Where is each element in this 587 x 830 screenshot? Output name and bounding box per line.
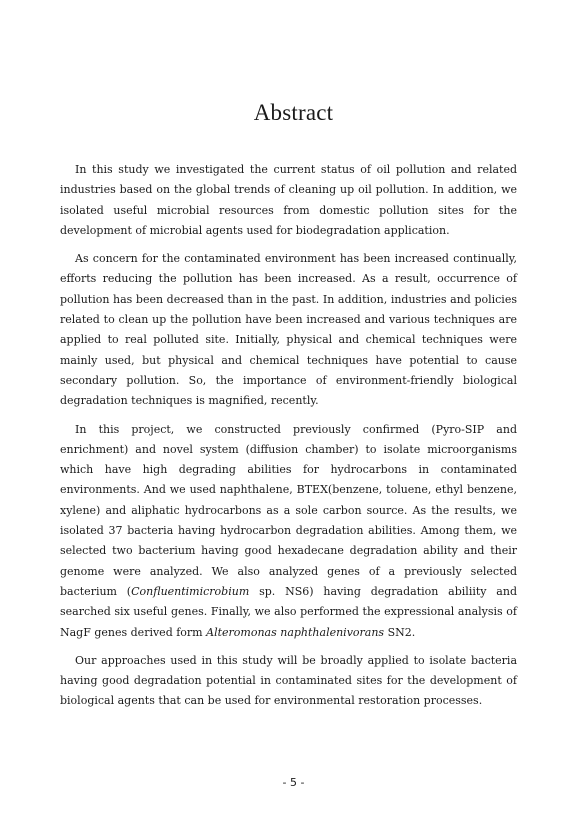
paragraph-conclusion: Our approaches used in this study will be broadly applied to isolate bacteria having good degradation potential in contaminated sites for the development of biological agents that can be used for environmental restoration processes. [60, 653, 517, 708]
page-number: - 5 - [282, 776, 305, 789]
paragraph-text: In this project, we constructed previously confirmed (Pyro-SIP and enrichment) and novel system (diffusion chamber) to isolate microorganisms which have high degrading abilities for hydrocarbons in contaminated environments. And we used naphthalene, BTEX(benzene, toluene, ethyl benzene, xylene) and aliphatic hydrocarbons as a sole carbon source. As the results, we isolated 37 bacteria having hydrocarbon degradation abilities. Among them, we selected two bacterium having good hexadecane degradation ability and their genome were analyzed. We also analyzed genes of a previously selected bacterium ( [60, 422, 517, 598]
species-name: Alteromonas naphthalenivorans [206, 625, 385, 639]
paragraph-text: SN2. [384, 625, 416, 639]
abstract-body [60, 160, 517, 720]
paragraph-project [60, 420, 517, 643]
page-title: Abstract [253, 100, 334, 125]
paragraph-background: As concern for the contaminated environment has been increased continually, efforts reducing the pollution has been increased. As a result, occurrence of pollution has been decreased than in the past. In addition, industries and policies related to clean up the pollution have been increased and various techniques are applied to real polluted site. Initially, physical and chemical techniques were mainly used, but physical and chemical techniques have potential to cause secondary pollution. So, the importance of environment-friendly biological degradation techniques is magnified, recently. [60, 252, 517, 408]
paragraph-intro: In this study we investigated the current status of oil pollution and related industries based on the global trends of cleaning up oil pollution. In addition, we isolated useful microbial resources from domestic pollution sites for the development of microbial agents used for biodegradation application. [60, 163, 517, 237]
species-name: Confluentimicrobium [131, 584, 250, 598]
paragraph-text: sp. NS6) having degradation abiliity and searched six useful genes. Finally, we also performed the expressional analysis of NagF genes derived form [60, 584, 517, 639]
